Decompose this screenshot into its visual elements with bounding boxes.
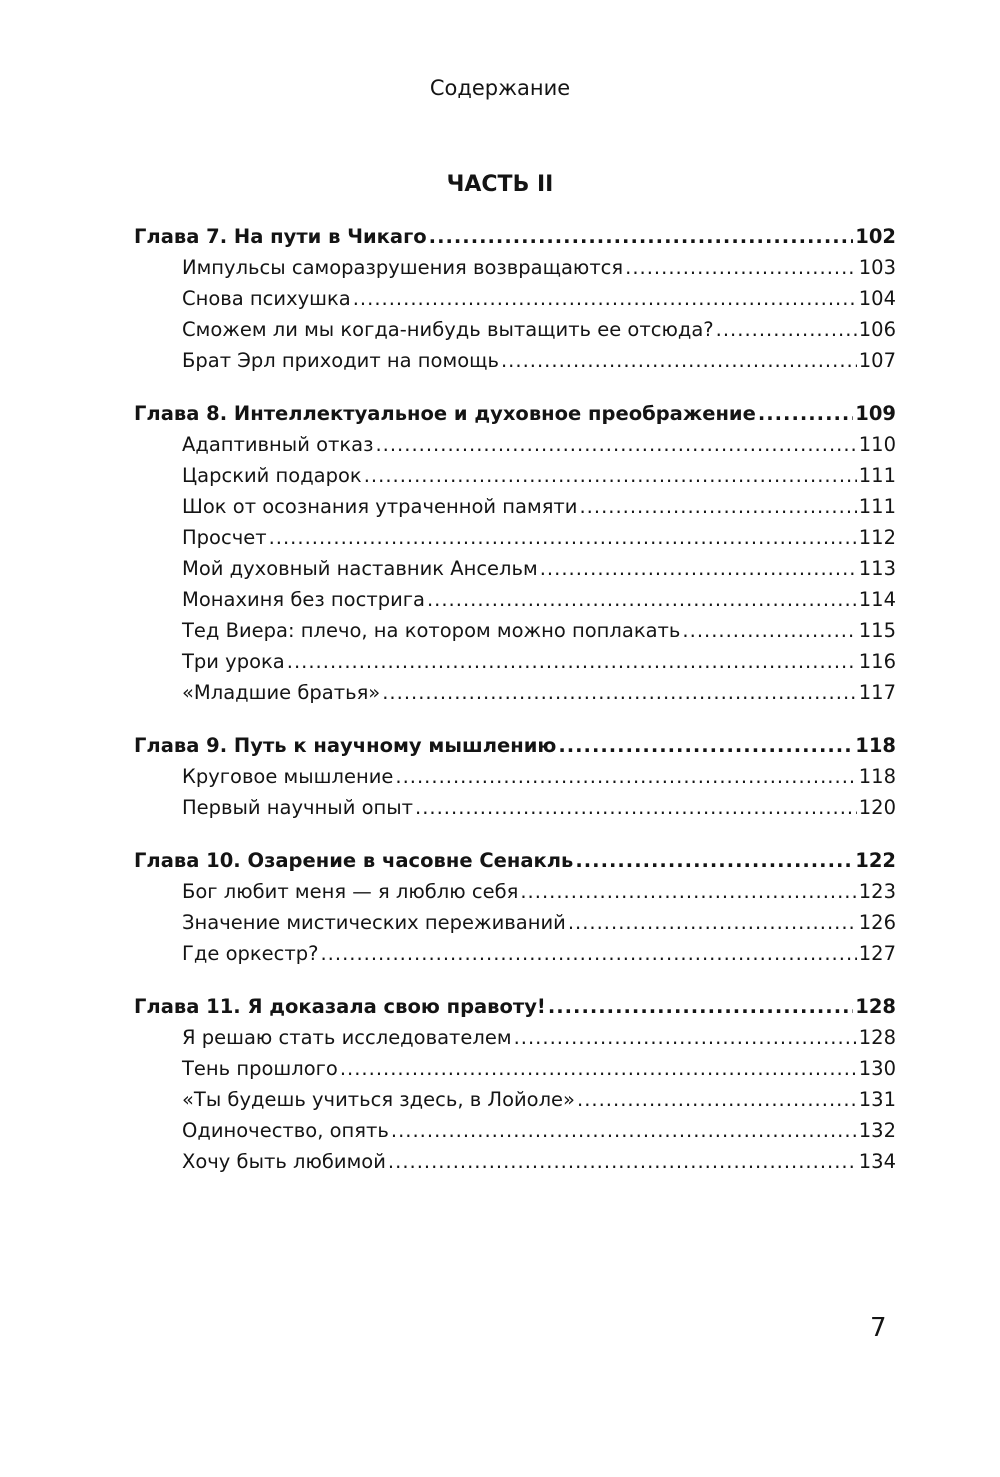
toc-section-entry[interactable] [134, 1022, 896, 1053]
section-page-number: 103 [858, 256, 896, 279]
section-page-number: 126 [858, 911, 896, 934]
section-title: Одиночество, опять [182, 1119, 389, 1142]
section-page-number: 113 [858, 557, 896, 580]
toc-section-entry[interactable] [134, 615, 896, 646]
toc-section-entry[interactable] [134, 553, 896, 584]
section-title: Сможем ли мы когда-нибудь вытащить ее отсюда? [182, 318, 714, 341]
dot-leader [340, 1053, 857, 1084]
section-page-number: 134 [858, 1150, 896, 1173]
section-title: Царский подарок [182, 464, 362, 487]
section-title: Монахиня без пострига [182, 588, 425, 611]
section-title: Значение мистических переживаний [182, 911, 566, 934]
chapter-page-number: 128 [855, 995, 896, 1018]
toc-section-entry[interactable] [134, 522, 896, 553]
section-page-number: 114 [858, 588, 896, 611]
toc-chapter-8 [134, 398, 896, 708]
toc-chapter-entry[interactable] [134, 398, 896, 429]
toc-section-entry[interactable] [134, 491, 896, 522]
toc-chapter-7 [134, 221, 896, 376]
section-page-number: 131 [858, 1088, 896, 1111]
section-title: Первый научный опыт [182, 796, 414, 819]
toc-section-entry[interactable] [134, 345, 896, 376]
dot-leader [353, 283, 857, 314]
section-page-number: 132 [858, 1119, 896, 1142]
section-title: Хочу быть любимой [182, 1150, 386, 1173]
section-title: Тень прошлого [182, 1057, 338, 1080]
dot-leader [391, 1115, 857, 1146]
dot-leader [716, 314, 857, 345]
dot-leader [427, 584, 857, 615]
section-page-number: 112 [858, 526, 896, 549]
section-title: Адаптивный отказ [182, 433, 374, 456]
dot-leader [375, 429, 856, 460]
toc-section-entry[interactable] [134, 283, 896, 314]
toc-chapter-10 [134, 845, 896, 969]
section-page-number: 110 [858, 433, 896, 456]
chapter-title: Глава 8. Интеллектуальное и духовное преображение [134, 402, 756, 425]
section-title: Брат Эрл приходит на помощь [182, 349, 499, 372]
dot-leader [682, 615, 856, 646]
dot-leader [625, 252, 857, 283]
toc-section-entry[interactable] [134, 1115, 896, 1146]
section-title: Я решаю стать исследователем [182, 1026, 512, 1049]
section-title: Шок от осознания утраченной памяти [182, 495, 578, 518]
section-page-number: 111 [858, 495, 896, 518]
chapter-page-number: 109 [855, 402, 896, 425]
section-title: Бог любит меня — я люблю себя [182, 880, 519, 903]
section-title: Три урока [182, 650, 285, 673]
dot-leader [520, 876, 856, 907]
dot-leader [395, 761, 856, 792]
chapter-page-number: 122 [855, 849, 896, 872]
section-title: Просчет [182, 526, 267, 549]
section-title: Круговое мышление [182, 765, 394, 788]
dot-leader [415, 792, 857, 823]
toc-section-entry[interactable] [134, 584, 896, 615]
toc-chapter-11 [134, 991, 896, 1177]
dot-leader [540, 553, 857, 584]
dot-leader [429, 221, 854, 252]
toc-section-entry[interactable] [134, 429, 896, 460]
toc-section-entry[interactable] [134, 1146, 896, 1177]
section-title: Импульсы саморазрушения возвращаются [182, 256, 624, 279]
toc-section-entry[interactable] [134, 876, 896, 907]
toc-section-entry[interactable] [134, 252, 896, 283]
dot-leader [320, 938, 856, 969]
toc-chapter-entry[interactable] [134, 730, 896, 761]
section-page-number: 130 [858, 1057, 896, 1080]
dot-leader [758, 398, 853, 429]
toc-section-entry[interactable] [134, 677, 896, 708]
section-page-number: 120 [858, 796, 896, 819]
section-page-number: 115 [858, 619, 896, 642]
toc-chapter-9 [134, 730, 896, 823]
chapter-title: Глава 9. Путь к научному мышлению [134, 734, 557, 757]
toc-chapter-entry[interactable] [134, 845, 896, 876]
dot-leader [382, 677, 857, 708]
dot-leader [558, 730, 853, 761]
section-page-number: 116 [858, 650, 896, 673]
toc-chapter-entry[interactable] [134, 221, 896, 252]
chapter-title: Глава 10. Озарение в часовне Сенакль [134, 849, 574, 872]
section-title: «Младшие братья» [182, 681, 381, 704]
toc-section-entry[interactable] [134, 460, 896, 491]
chapter-title: Глава 11. Я доказала свою правоту! [134, 995, 546, 1018]
table-of-contents [134, 221, 896, 1199]
page-number: 7 [870, 1313, 887, 1343]
toc-section-entry[interactable] [134, 1053, 896, 1084]
dot-leader [575, 845, 853, 876]
section-page-number: 107 [858, 349, 896, 372]
chapter-page-number: 118 [855, 734, 896, 757]
section-page-number: 127 [858, 942, 896, 965]
toc-section-entry[interactable] [134, 646, 896, 677]
toc-section-entry[interactable] [134, 1084, 896, 1115]
running-header: Содержание [429, 76, 571, 100]
dot-leader [364, 460, 857, 491]
toc-section-entry[interactable] [134, 938, 896, 969]
section-title: Где оркестр? [182, 942, 319, 965]
toc-section-entry[interactable] [134, 314, 896, 345]
toc-section-entry[interactable] [134, 761, 896, 792]
dot-leader [514, 1022, 857, 1053]
dot-leader [579, 491, 856, 522]
section-page-number: 123 [858, 880, 896, 903]
section-page-number: 106 [858, 318, 896, 341]
toc-section-entry[interactable] [134, 907, 896, 938]
section-title: «Ты будешь учиться здесь, в Лойоле» [182, 1088, 575, 1111]
dot-leader [269, 522, 857, 553]
section-page-number: 118 [858, 765, 896, 788]
section-page-number: 128 [858, 1026, 896, 1049]
chapter-title: Глава 7. На пути в Чикаго [134, 225, 427, 248]
chapter-page-number: 102 [855, 225, 896, 248]
section-page-number: 117 [858, 681, 896, 704]
section-title: Тед Виера: плечо, на котором можно поплакать [182, 619, 681, 642]
dot-leader [287, 646, 857, 677]
part-title: ЧАСТЬ II [446, 172, 554, 197]
dot-leader [548, 991, 853, 1022]
toc-chapter-entry[interactable] [134, 991, 896, 1022]
section-title: Мой духовный наставник Ансельм [182, 557, 538, 580]
dot-leader [388, 1146, 857, 1177]
dot-leader [568, 907, 857, 938]
dot-leader [577, 1084, 857, 1115]
dot-leader [501, 345, 857, 376]
section-page-number: 104 [858, 287, 896, 310]
section-page-number: 111 [858, 464, 896, 487]
section-title: Снова психушка [182, 287, 351, 310]
toc-section-entry[interactable] [134, 792, 896, 823]
